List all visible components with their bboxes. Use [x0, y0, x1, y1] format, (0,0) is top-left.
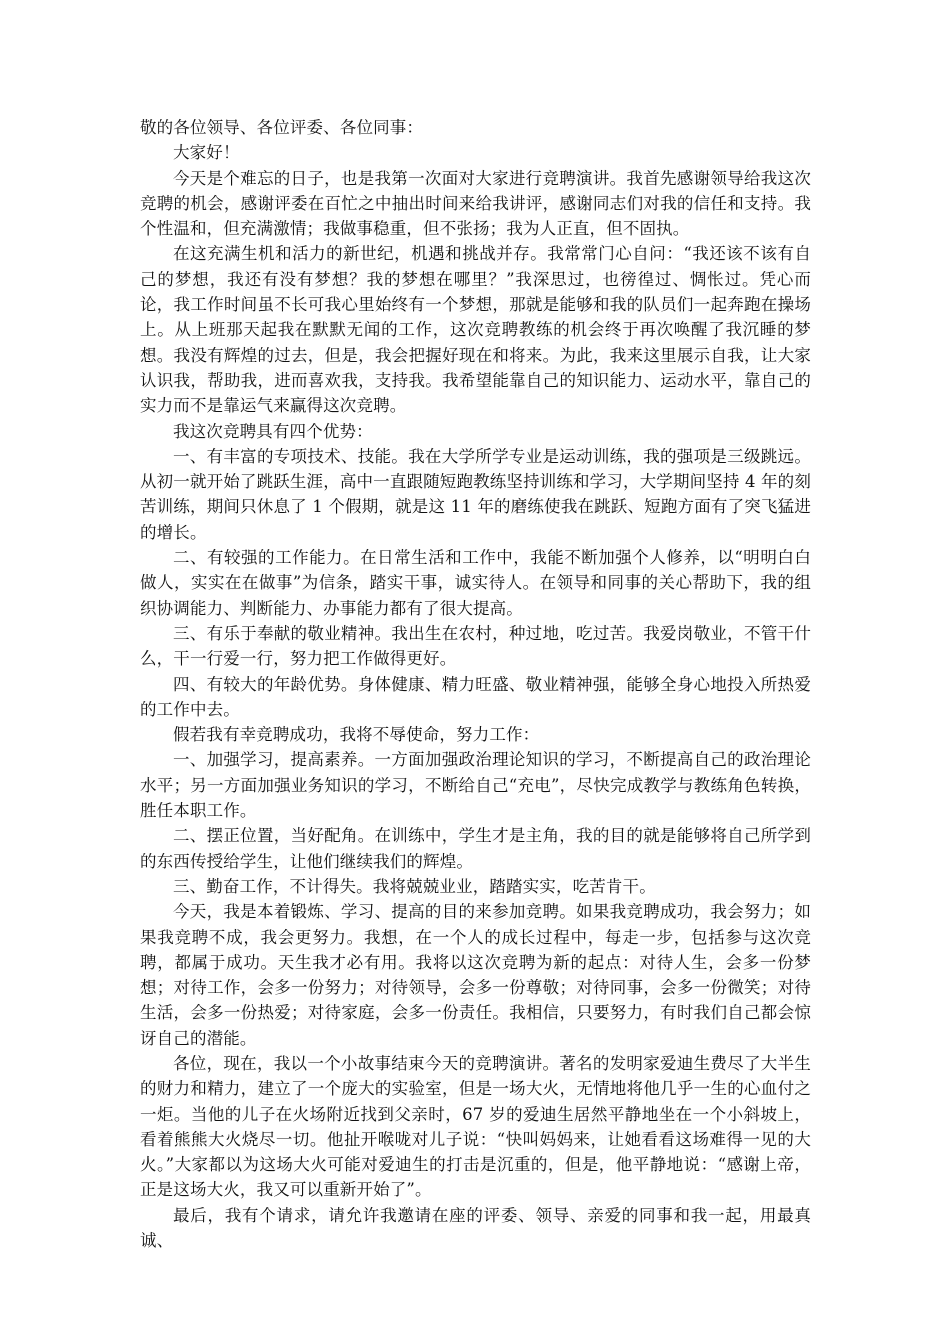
paragraph-advantage-1: 一、有丰富的专项技术、技能。我在大学所学专业是运动训练，我的强项是三级跳远。从初一就开始了跳跃生涯，高中一直跟随短跑教练坚持训练和学习，大学期间坚持 4 年的刻苦训练，期间只休息了 1 个假期，就是这 11 年的磨练使我在跳跃、短跑方面有了突飞猛进的增长。: [140, 446, 811, 542]
paragraph-advantages-heading: 我这次竞聘具有四个优势：: [173, 421, 373, 441]
paragraph-advantage-2: 二、有较强的工作能力。在日常生活和工作中，我能不断加强个人修养，以“明明白白做人，实实在在做事”为信条，踏实干事，诚实待人。在领导和同事的关心帮助下，我的组织协调能力、判断能力、办事能力都有了很大提高。: [140, 548, 811, 618]
paragraph-plan-1: 一、加强学习，提高素养。一方面加强政治理论知识的学习，不断提高自己的政治理论水平；另一方面加强业务知识的学习，不断给自己“充电”，尽快完成教学与教练角色转换，胜任本职工作。: [140, 750, 811, 821]
paragraph-closing: 最后，我有个请求，请允许我邀请在座的评委、领导、亲爱的同事和我一起，用最真诚、: [140, 1205, 811, 1251]
paragraph-advantage-4: 四、有较大的年龄优势。身体健康、精力旺盛、敬业精神强，能够全身心地投入所热爱的工作中去。: [140, 674, 811, 719]
paragraph-plan-2: 二、摆正位置，当好配角。在训练中，学生才是主角，我的目的就是能够将自己所学到的东西传授给学生，让他们继续我们的辉煌。: [140, 826, 811, 871]
paragraph-greeting: 大家好！: [173, 143, 240, 163]
paragraph-dream: 在这充满生机和活力的新世纪，机遇和挑战并存。我常常门心自问：“我还该不该有自己的梦想，我还有没有梦想？我的梦想在哪里？”我深思过，也徬徨过、惆怅过。凭心而论，我工作时间虽不长可我心里始终有一个梦想，那就是能够和我的队员们一起奔跑在操场上。从上班那天起我在默默无闻的工作，这次竞聘教练的机会终于再次唤醒了我沉睡的梦想。我没有辉煌的过去，但是，我会把握好现在和将来。为此，我来这里展示自我，让大家认识我，帮助我，进而喜欢我，支持我。我希望能靠自己的知识能力、运动水平，靠自己的实力而不是靠运气来赢得这次竞聘。: [140, 244, 811, 416]
paragraph-plan-heading: 假若我有幸竞聘成功，我将不辱使命，努力工作：: [173, 725, 540, 745]
paragraph-attitude: 今天，我是本着锻炼、学习、提高的目的来参加竞聘。如果我竞聘成功，我会努力；如果我竞聘不成，我会更努力。我想，在一个人的成长过程中，每走一步，包括参与这次竞聘，都属于成功。天生我才必有用。我将以这次竞聘为新的起点：对待人生，会多一份梦想；对待工作，会多一份努力；对待领导，会多一份尊敬；对待同事，会多一份微笑；对待生活，会多一份热爱；对待家庭，会多一份责任。我相信，只要努力，有时我们自己都会惊讶自己的潜能。: [140, 902, 811, 1048]
paragraph-plan-3: 三、勤奋工作，不计得失。我将兢兢业业，踏踏实实，吃苦肯干。: [173, 876, 656, 896]
paragraph-story: 各位，现在，我以一个小故事结束今天的竞聘演讲。著名的发明家爱迪生费尽了大半生的财力和精力，建立了一个庞大的实验室，但是一场大火，无情地将他几乎一生的心血付之一炬。当他的儿子在火场附近找到父亲时，67 岁的爱迪生居然平静地坐在一个小斜坡上，看着熊熊大火烧尽一切。他扯开喉咙对儿子说：“快叫妈妈来，让她看看这场难得一见的大火。”大家都以为这场大火可能对爱迪生的打击是沉重的，但是，他平静地说：“感谢上帝，正是这场大火，我又可以重新开始了”。: [140, 1053, 811, 1200]
salutation-line: 敬的各位领导、各位评委、各位同事：: [140, 118, 424, 137]
paragraph-advantage-3: 三、有乐于奉献的敬业精神。我出生在农村，种过地，吃过苦。我爱岗敬业，不管干什么，干一行爱一行，努力把工作做得更好。: [140, 623, 811, 669]
speech-body: [140, 115, 811, 1253]
paragraph-intro: 今天是个难忘的日子，也是我第一次面对大家进行竞聘演讲。我首先感谢领导给我这次竞聘的机会，感谢评委在百忙之中抽出时间来给我讲评，感谢同志们对我的信任和支持。我个性温和，但充满激情；我做事稳重，但不张扬；我为人正直，但不固执。: [140, 168, 811, 239]
